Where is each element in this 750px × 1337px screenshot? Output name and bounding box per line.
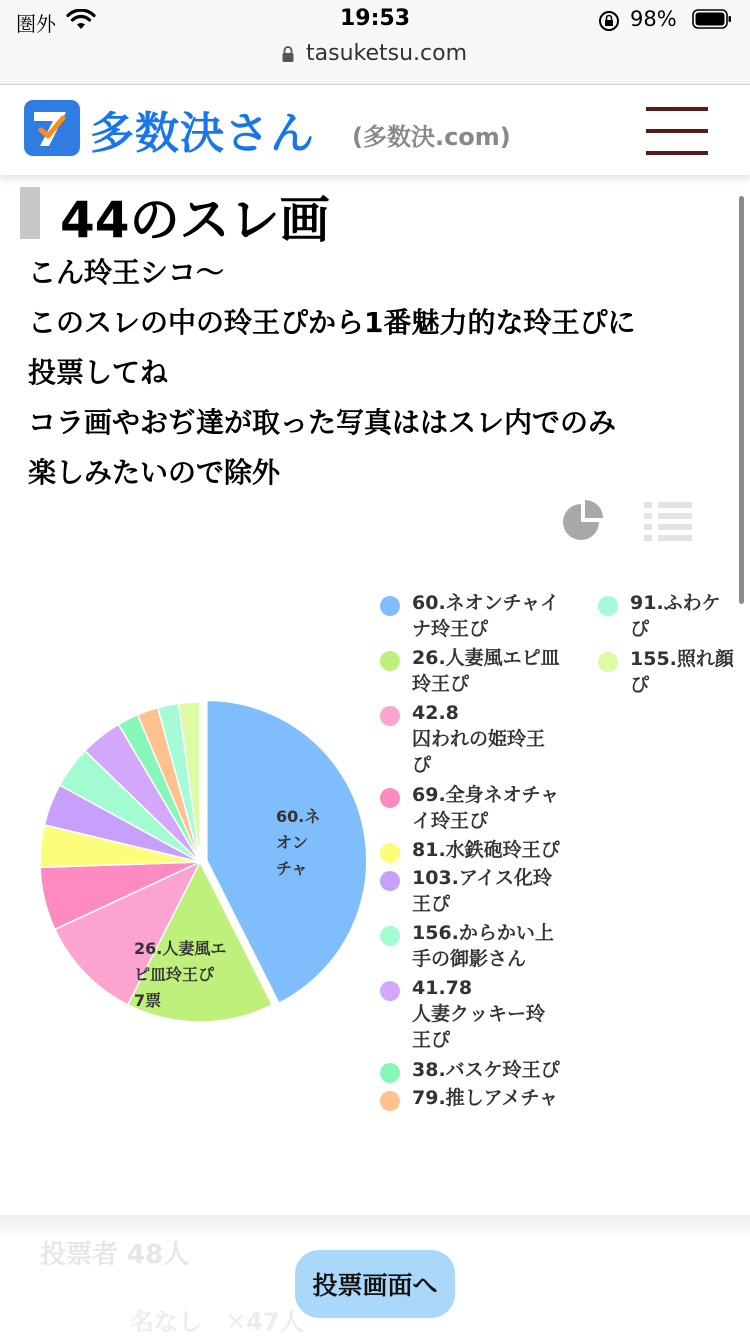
slice-label: 26.人妻風エ xyxy=(134,939,227,958)
legend-item[interactable] xyxy=(598,590,750,644)
battery-icon xyxy=(692,9,732,29)
clock: 19:53 xyxy=(339,6,411,31)
slice-label: 7票 xyxy=(134,991,162,1010)
logo-subtitle: (多数決.com) xyxy=(352,123,511,151)
voter-count: 投票者 48人 xyxy=(40,1240,190,1270)
chart-legend xyxy=(372,584,750,1136)
padlock-icon xyxy=(281,45,295,63)
slice-label: チャ xyxy=(276,859,308,878)
legend-item[interactable] xyxy=(380,837,590,864)
legend-swatch xyxy=(380,651,400,671)
logo-text[interactable]: 多数決さん xyxy=(90,108,315,159)
legend-item[interactable] xyxy=(380,1057,590,1084)
legend-swatch xyxy=(380,926,400,946)
legend-swatch xyxy=(380,596,400,616)
address-bar[interactable] xyxy=(0,40,750,85)
legend-swatch xyxy=(380,706,400,726)
legend-label: 38.バスケ玲王ぴ xyxy=(412,1059,560,1081)
legend-swatch xyxy=(598,596,618,616)
slice-label: ピ皿玲王ぴ xyxy=(134,965,215,984)
legend-item[interactable] xyxy=(380,590,590,644)
legend-swatch xyxy=(380,1091,400,1111)
battery-percent: 98% xyxy=(630,7,677,31)
legend-label: 103.アイス化玲 王ぴ xyxy=(412,867,552,915)
legend-label: 60.ネオンチャイ ナ玲王ぴ xyxy=(412,592,560,640)
scrollbar-thumb[interactable] xyxy=(739,196,744,604)
legend-label: 155.照れ顔 ぴ xyxy=(630,648,734,696)
legend-item[interactable] xyxy=(380,920,590,974)
legend-label: 156.からかい上 手の御影さん xyxy=(412,922,554,970)
legend-swatch xyxy=(380,871,400,891)
anonymous-voters: 名なし ✕47人 xyxy=(130,1308,304,1336)
carrier-label: 圏外 xyxy=(16,12,56,36)
legend-item[interactable] xyxy=(380,975,590,1056)
vote-screen-button[interactable]: 投票画面へ xyxy=(295,1250,455,1318)
legend-swatch xyxy=(380,843,400,863)
legend-item[interactable] xyxy=(380,865,590,919)
legend-label: 69.全身ネオチャ イ玲王ぴ xyxy=(412,784,560,832)
legend-label: 79.推しアメチャ xyxy=(412,1087,558,1109)
legend-swatch xyxy=(380,981,400,1001)
legend-item[interactable] xyxy=(380,645,590,699)
rotation-lock-icon xyxy=(598,10,620,32)
status-bar xyxy=(0,0,750,40)
pie-chart xyxy=(0,640,380,1100)
slice-label: 60.ネ xyxy=(276,807,321,826)
legend-swatch xyxy=(598,652,618,672)
legend-item[interactable] xyxy=(380,700,590,781)
list-icon[interactable] xyxy=(644,500,692,542)
hamburger-icon[interactable] xyxy=(646,107,710,157)
legend-label: 42.8 囚われの姫玲王 ぴ xyxy=(412,702,546,776)
legend-swatch xyxy=(380,788,400,808)
title-accent-bar xyxy=(20,187,40,239)
page-title: 44のスレ画 xyxy=(60,191,330,249)
pie-chart-icon[interactable] xyxy=(562,500,604,542)
site-header xyxy=(0,85,750,175)
slice-label: オン xyxy=(276,833,309,852)
legend-item[interactable] xyxy=(380,782,590,836)
legend-label: 26.人妻風エピ皿 玲王ぴ xyxy=(412,647,560,695)
legend-label: 41.78 人妻クッキー玲 王ぴ xyxy=(412,977,546,1051)
logo-icon[interactable] xyxy=(24,100,80,156)
legend-label: 91.ふわケ ぴ xyxy=(630,592,721,640)
thread-description: こん玲王シコ〜 このスレの中の玲王ぴから1番魅力的な玲王ぴに 投票してね コラ画やおぢ達が取った写真ははスレ内でのみ 楽しみたいので除外 xyxy=(28,256,636,489)
legend-item[interactable] xyxy=(380,1085,590,1112)
legend-swatch xyxy=(380,1063,400,1083)
legend-label: 81.水鉄砲玲王ぴ xyxy=(412,839,560,861)
legend-item[interactable] xyxy=(598,646,750,700)
url-text[interactable]: tasuketsu.com xyxy=(306,41,468,66)
